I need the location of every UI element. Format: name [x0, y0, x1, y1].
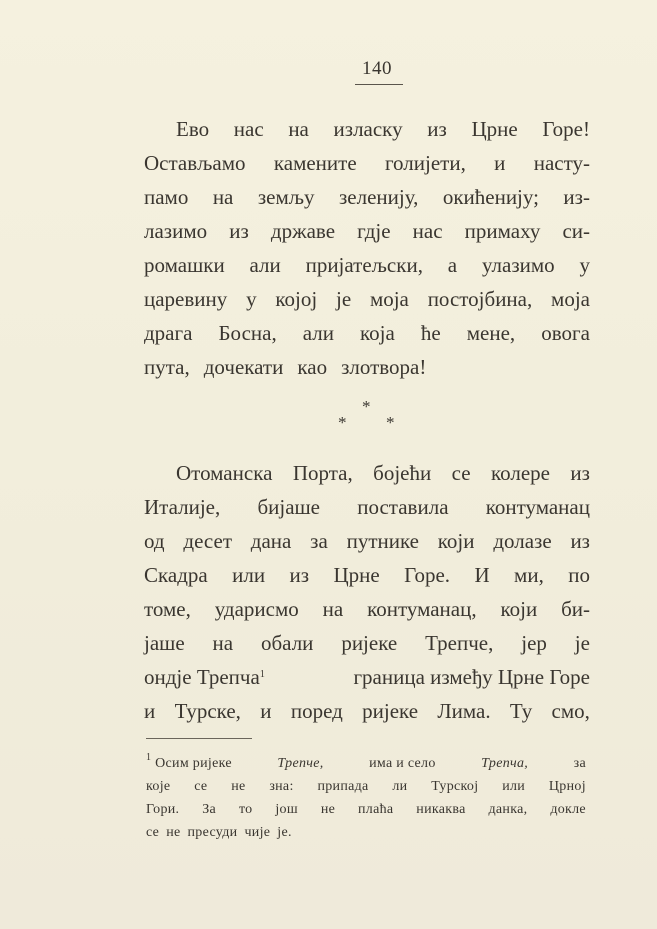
page-number: 140	[362, 58, 392, 79]
footnote-segment: има и село	[369, 756, 436, 771]
text-line	[144, 694, 590, 728]
word: контуманац	[485, 495, 590, 519]
word: чије	[244, 825, 271, 840]
text-line	[144, 282, 590, 316]
word: на	[212, 631, 234, 655]
word: и	[494, 151, 506, 175]
word: пута,	[144, 355, 190, 379]
word: Остављамо	[144, 151, 246, 175]
word: и	[144, 699, 156, 723]
word: путнике	[346, 529, 419, 553]
text-line	[144, 592, 590, 626]
word: државе	[270, 219, 336, 243]
word: смо,	[551, 699, 590, 723]
word: Скадра	[144, 563, 208, 587]
word: злотвора!	[341, 355, 427, 379]
word: овога	[541, 321, 590, 345]
word: Ево	[176, 117, 210, 141]
text-line	[144, 316, 590, 350]
word: Отоманска	[176, 461, 273, 485]
asterism-divider	[330, 397, 408, 437]
word: из	[570, 461, 590, 485]
word: Црне	[471, 117, 518, 141]
word: за	[310, 529, 328, 553]
text-line	[144, 180, 590, 214]
word: И	[474, 563, 490, 587]
word: по	[568, 563, 590, 587]
word: насту-	[533, 151, 590, 175]
word: камените	[273, 151, 357, 175]
word: окићенију;	[442, 185, 539, 209]
word: моја	[551, 287, 590, 311]
word: који	[437, 529, 475, 553]
text-line	[144, 558, 590, 592]
word: на	[322, 597, 344, 621]
word: За	[202, 802, 217, 817]
word: ће	[420, 321, 441, 345]
word: земљу	[257, 185, 315, 209]
asterisk: *	[362, 397, 371, 416]
paragraph-1	[144, 112, 590, 384]
word: Италије,	[144, 495, 221, 519]
text-line	[144, 456, 590, 490]
word: или	[502, 779, 526, 794]
word: се	[146, 825, 160, 840]
word: лазимо	[144, 219, 208, 243]
word: је.	[277, 825, 292, 840]
text-line	[144, 524, 590, 558]
word: још	[275, 802, 298, 817]
word: гдје	[357, 219, 391, 243]
word: примаху	[464, 219, 541, 243]
word: у	[246, 287, 257, 311]
word: зна:	[269, 779, 294, 794]
word: нас	[412, 219, 443, 243]
word: Горе!	[542, 117, 590, 141]
text-line	[144, 626, 590, 660]
word: плаћа	[358, 802, 394, 817]
word: бијаше	[257, 495, 321, 519]
word: ли	[392, 779, 408, 794]
word: ромашки	[144, 253, 225, 277]
word: постојбина,	[427, 287, 533, 311]
word: која	[360, 321, 395, 345]
word: од	[144, 529, 165, 553]
word: и	[260, 699, 272, 723]
footnote	[146, 752, 586, 844]
word: обали	[261, 631, 314, 655]
word: томе,	[144, 597, 191, 621]
word: никаква	[416, 802, 466, 817]
word: које	[146, 779, 171, 794]
footnote-line	[146, 775, 586, 798]
word: Босна,	[218, 321, 277, 345]
word: а	[447, 253, 458, 277]
word: пресуди	[187, 825, 238, 840]
word: као	[297, 355, 328, 379]
word: ријеке	[362, 699, 419, 723]
word: памо	[144, 185, 189, 209]
asterisk: *	[386, 413, 395, 432]
word: то	[238, 802, 253, 817]
word: је	[574, 631, 590, 655]
word: не	[320, 802, 336, 817]
footnote-reference: 1	[259, 669, 265, 680]
footnote-segment: Трепче,	[277, 756, 324, 771]
word: голијети,	[384, 151, 466, 175]
word: данка,	[488, 802, 528, 817]
word: не	[231, 779, 246, 794]
word: којој	[275, 287, 318, 311]
word: изласку	[333, 117, 403, 141]
text-segment: граница између Црне Горе	[353, 665, 590, 689]
word: из	[570, 529, 590, 553]
word: Порта,	[292, 461, 353, 485]
word: у	[579, 253, 590, 277]
word: из-	[563, 185, 590, 209]
word: ударисмо	[214, 597, 299, 621]
footnote-line	[146, 821, 586, 844]
word: Трепче,	[425, 631, 494, 655]
text-line	[144, 350, 590, 384]
word: Црној	[548, 779, 586, 794]
word: припада	[317, 779, 369, 794]
word: поред	[290, 699, 343, 723]
word: Ту	[509, 699, 533, 723]
word: је	[335, 287, 352, 311]
word: се	[451, 461, 471, 485]
word: на	[288, 117, 309, 141]
footnote-rule	[146, 738, 252, 739]
asterisk: *	[338, 413, 347, 432]
word: Горе.	[404, 563, 451, 587]
footnote-line	[146, 752, 586, 775]
word: ријеке	[341, 631, 398, 655]
text-line	[144, 146, 590, 180]
word: Лима.	[437, 699, 491, 723]
word: пријатељски,	[305, 253, 423, 277]
footnote-line	[146, 798, 586, 821]
word: си-	[562, 219, 590, 243]
word: из	[427, 117, 447, 141]
word: Црне	[333, 563, 380, 587]
word: јер	[521, 631, 547, 655]
word: зеленију,	[338, 185, 419, 209]
text-line	[144, 660, 590, 694]
text-line	[144, 248, 590, 282]
text-line	[144, 214, 590, 248]
word: али	[302, 321, 334, 345]
word: десет	[183, 529, 232, 553]
word: се	[194, 779, 208, 794]
word: на	[212, 185, 234, 209]
word: контуманац,	[367, 597, 477, 621]
word: из	[289, 563, 310, 587]
page-number-rule	[355, 84, 403, 85]
word: не	[166, 825, 181, 840]
word: Турске,	[174, 699, 241, 723]
word: дана	[250, 529, 292, 553]
word: долазе	[493, 529, 552, 553]
word: јаше	[144, 631, 185, 655]
word: колере	[490, 461, 550, 485]
footnote-segment: Трепча,	[481, 756, 529, 771]
footnote-marker: 1	[146, 752, 152, 763]
word: драга	[144, 321, 193, 345]
word: дочекати	[203, 355, 284, 379]
word: ми,	[514, 563, 544, 587]
word: Гори.	[146, 802, 180, 817]
word: моја	[369, 287, 409, 311]
footnote-segment: за	[573, 756, 586, 771]
word: поставила	[357, 495, 449, 519]
text-line	[144, 490, 590, 524]
footnote-segment: $^1$ Осим ријеке	[146, 752, 232, 771]
word: Турској	[431, 779, 479, 794]
text-segment: ондје Трепча$^1$	[144, 665, 265, 689]
word: бојећи	[373, 461, 432, 485]
word: нас	[233, 117, 264, 141]
word: или	[232, 563, 266, 587]
word: који	[500, 597, 538, 621]
paragraph-2	[144, 456, 590, 728]
word: из	[229, 219, 249, 243]
word: али	[249, 253, 281, 277]
word: би-	[561, 597, 590, 621]
word: мене,	[466, 321, 516, 345]
word: докле	[550, 802, 586, 817]
text-line	[144, 112, 590, 146]
word: улазимо	[481, 253, 555, 277]
word: царевину	[144, 287, 228, 311]
